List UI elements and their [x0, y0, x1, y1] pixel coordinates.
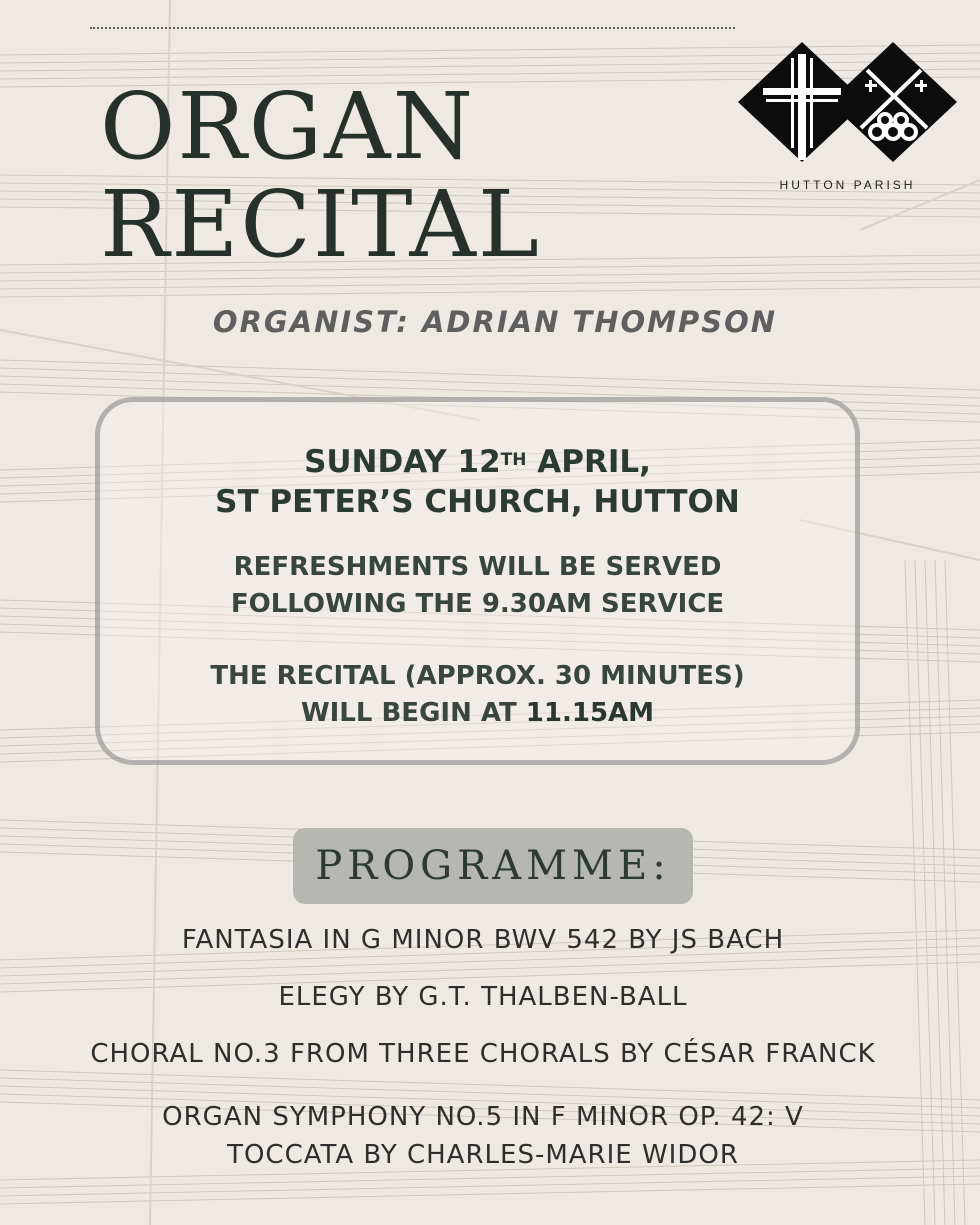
- date-prefix: SUNDAY 12: [304, 444, 501, 480]
- top-dotted-rule: [90, 27, 735, 29]
- refreshments-line-2: FOLLOWING THE 9.30AM SERVICE: [230, 589, 725, 619]
- parish-logo: [735, 40, 960, 200]
- title-line-2: RECITAL: [100, 171, 542, 278]
- programme-item-2: ELEGY BY G.T. THALBEN-BALL: [278, 982, 688, 1012]
- programme-item-4-line-2: TOCCATA BY CHARLES-MARIE WIDOR: [227, 1140, 739, 1170]
- event-title: [100, 73, 542, 278]
- recital-line-1: THE RECITAL (APPROX. 30 MINUTES): [210, 661, 745, 691]
- programme-item-1: FANTASIA IN G MINOR BWV 542 BY JS BACH: [181, 925, 785, 955]
- programme-heading: PROGRAMME:: [315, 843, 671, 889]
- programme-heading-box: [293, 828, 693, 904]
- date-ordinal: TH: [500, 450, 527, 470]
- event-details-box: [95, 397, 860, 765]
- organist-name: ORGANIST: ADRIAN THOMPSON: [212, 305, 778, 339]
- programme-item-3: CHORAL NO.3 FROM THREE CHORALS BY CÉSAR FRANCK: [90, 1039, 876, 1069]
- recital-note: [100, 658, 855, 732]
- refreshments-note: [100, 549, 855, 623]
- refreshments-line-1: REFRESHMENTS WILL BE SERVED: [233, 552, 722, 582]
- date-rest: APRIL,: [526, 444, 651, 480]
- title-line-1: ORGAN: [100, 73, 476, 180]
- programme-item-4-line-1: ORGAN SYMPHONY NO.5 IN F MINOR OP. 42: V: [162, 1102, 804, 1132]
- recital-line-2: WILL BEGIN AT: [300, 698, 526, 728]
- programme-item-4: [0, 1098, 966, 1174]
- recital-start-time: 11.15AM: [525, 698, 655, 728]
- event-location: ST PETER’S CHURCH, HUTTON: [215, 484, 740, 520]
- logo-caption: HUTTON PARISH: [779, 178, 916, 192]
- cross-and-keys-icon: [735, 40, 960, 170]
- event-date-location: [100, 442, 855, 522]
